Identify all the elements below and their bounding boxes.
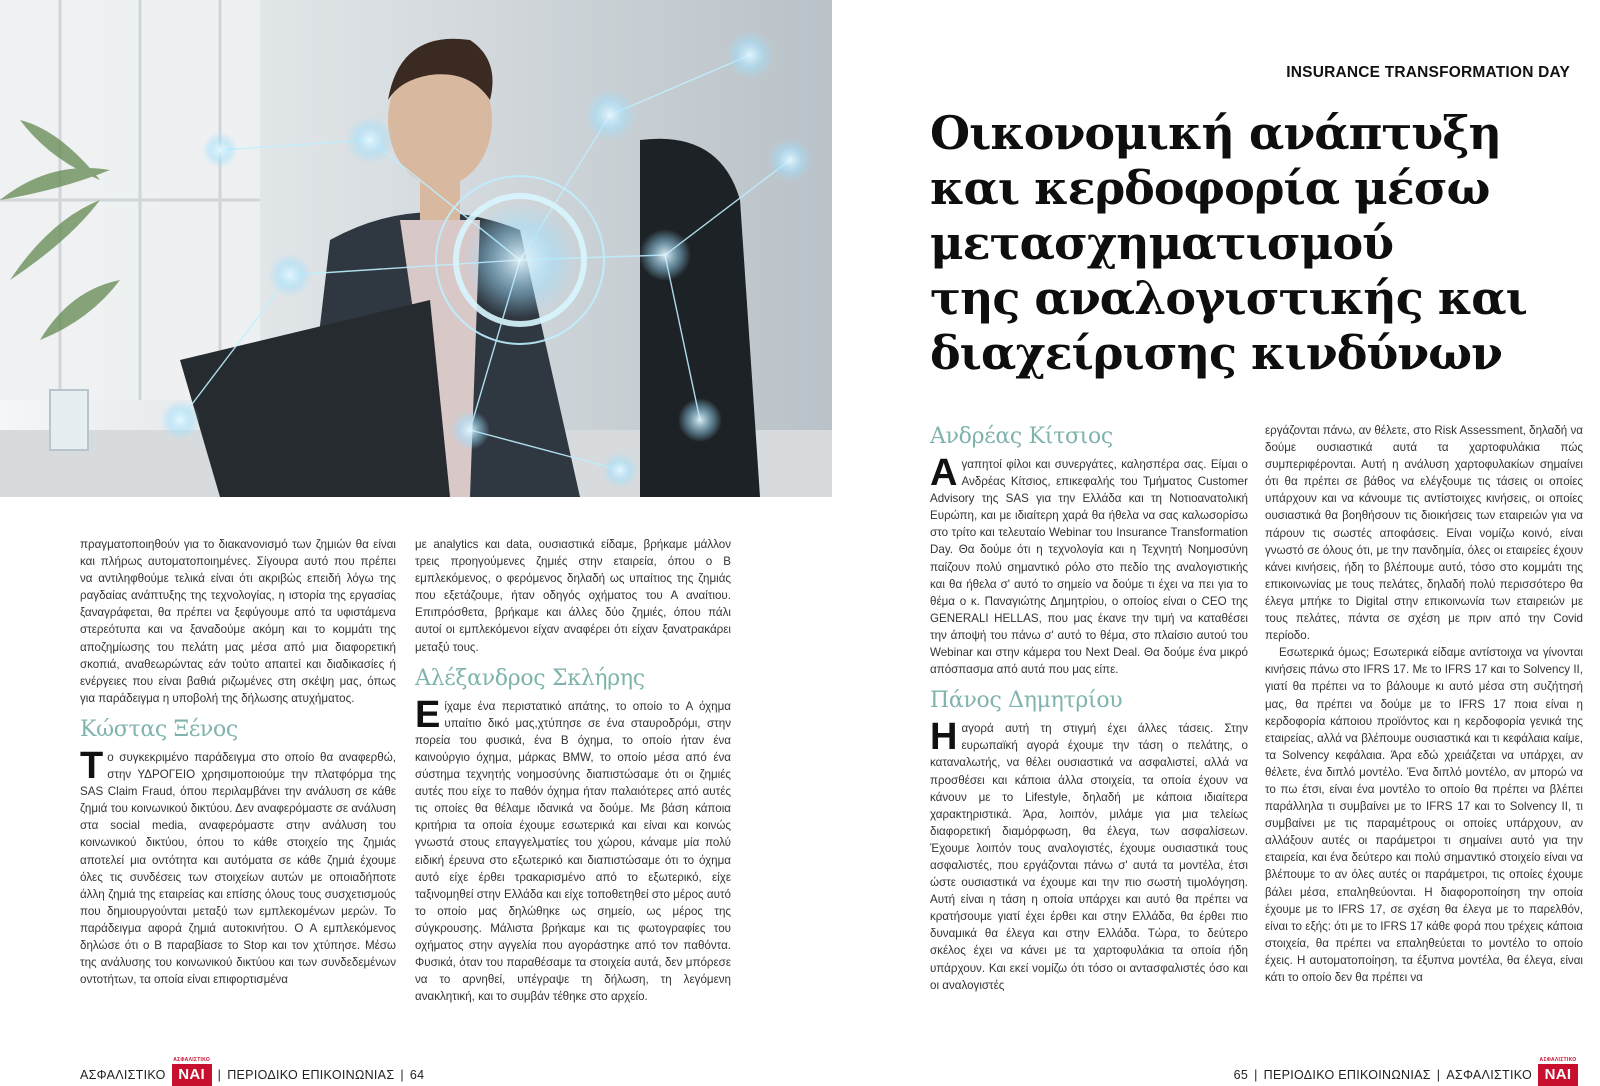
footer-separator: | — [1254, 1068, 1258, 1082]
paragraph — [930, 716, 1248, 994]
paragraph: με analytics και data, ουσιαστικά είδαμε, βρήκαμε μάλλον τρεις προηγούμενες ζημιές στην εταιρεία, όπου ο Β εμπλεκόμενος, ο φερόμενος δηλαδή ως υπαίτιος της ζημιάς που εξετάζουμε, ήταν οδηγός οχήματος του Α αναίτιου. Επιπρόσθετα, βρήκαμε και άλλες δύο ζημιές, όπου πάλι αυτοί οι εμπλεκόμενοι είχαν αναφέρει ότι είχαν ξανατρακάρει μεταξύ τους. — [415, 538, 731, 654]
paragraph: εργάζονται πάνω, αν θέλετε, στο Risk Assessment, δηλαδή να δούμε ουσιαστικά αυτά τα χαρτοφυλάκια πώς συμπεριφέρονται. Αυτή η ανάλυση χαρτοφυλακίων σημαίνει ότι θα πρέπει σε βάθος να ελέγξουμε τις τάσεις οι οποίες υπάρχουν και να κάνουμε τις αντίστοιχες κινήσεις, οι οποίες ουσιαστικά θα βοηθήσουν τις διοικήσεις των εταιρειών για να πάρουν τις σωστές αποφάσεις. Είναι νομίζω κοινό, είναι γνωστό σε όλους ότι, με την πανδημία, όλες οι εταιρείες έχουν κάνει κινήσεις, ήδη το βλέπουμε αυτό, τόσο στο κομμάτι της επικοινωνίας με τους πελάτες, δηλαδή πολύ περισσότερο θα έλεγα μπήκε το Digital στην επικοινωνία των εταιρειών με τους πελάτες, πάντα σε σχέση με πριν από την Covid περίοδο. — [1265, 424, 1583, 643]
footer-right — [1233, 1057, 1578, 1086]
footer-separator: | — [400, 1068, 404, 1082]
title-line: διαχείρισης κινδύνων — [930, 326, 1502, 380]
title-line: μετασχηματισμού — [930, 216, 1394, 270]
paragraph-body: γαπητοί φίλοι και συνεργάτες, καλησπέρα σας. Είμαι ο Ανδρέας Κίτσιος, επικεφαλής του Τμήματος Customer Advisory της SAS για την Ελλάδα και τη Νοτιοανατολική Ευρώπη, και με ιδιαίτερη χαρά θα ήθελα να σας καλωσορίσω στο τρίτο και τελευταίο Webinar του Insurance Transformation Day. Θα δούμε ότι η τεχνολογία και η Τεχνητή Νοημοσύνη παίζουν πολύ σημαντικό ρόλο στο πεδίο της αναλογιστικής και θα ήθελα σ' αυτό το σημείο να δούμε τι έχει να πει για το θέμα ο κ. Παναγιώτης Δημητρίου, ο οποίος είναι ο CEO της GENERALI HELLAS, που μας έκανε την τιμή να καταθέσει την άποψή του πάνω σ' αυτό το θέμα, στο πλαίσιο αυτού του Webinar και στην κάμερα του Next Deal. Θα δούμε ένα μικρό απόσπασμα από αυτά που μας είπε. — [930, 458, 1248, 677]
paragraph: Εσωτερικά όμως; Εσωτερικά είδαμε αντίστοιχα να γίνονται κινήσεις πάνω στο IFRS 17. Με το IFRS 17 και το Solvency II, γιατί θα πρέπει να το βάλουμε κι αυτό μέσα στη συζήτησή μας, θα πρέπει να δούμε με το IFRS 17 ποια είναι η κερδοφορία κάποιου προϊόντος και η κερδοφορία γενικά της εταιρείας, αλλά να βλέπουμε ουσιαστικά και τι κεφάλαια καίμε, τα Solvency κεφάλαια. Άρα εδώ χρειάζεται να υπάρχει, αν θέλετε, ένα διπλό μοντέλο. Ένα διπλό μοντέλο, αν μπορώ να το πω έτσι, είναι ένα μοντέλο το οποίο θα πρέπει να βλέπει παράλληλα τι συμβαίνει με το IFRS 17 και το Solvency II, τι συμβαίνει με τις παραμέτρους οι οποίες υπάρχουν, αν αλλάξουν αυτές οι παράμετροι τι σημαίνει αυτό για την εταιρεία, και ένα δεύτερο και πολύ σημαντικό στοιχείο είναι να βλέπουμε το αν όλες αυτές οι παράμετροι, τις οποίες έχουμε βάλει μέσα, επαληθεύονται. Η διαφοροποίηση την οποία έχουμε με το IFRS 17, σε σχέση θα έλεγα με το παρελθόν, είναι το εξής: ότι με το IFRS 17 κάθε φορά που τρέχεις κάποια στοιχεία, θα πρέπει να επαληθεύεται το μοντέλο το οποίο έχεις. Η αυτοματοποίηση, τα έξυπνα μοντέλα, θα έλεγα, είναι κάτι το οποίο δεν θα πρέπει να — [1265, 646, 1583, 984]
right-column-1 — [930, 422, 1248, 994]
left-column-1 — [80, 536, 396, 988]
footer-brand: ΑΣΦΑΛΙΣΤΙΚΟ — [80, 1068, 166, 1082]
section-kicker: INSURANCE TRANSFORMATION DAY — [1286, 64, 1570, 81]
footer-label: ΠΕΡΙΟΔΙΚΟ ΕΠΙΚΟΙΝΩΝΙΑΣ — [1263, 1068, 1431, 1082]
paragraph — [80, 744, 396, 988]
right-column-2 — [1265, 422, 1583, 986]
page-number: 65 — [1233, 1068, 1249, 1082]
footer-left — [80, 1057, 425, 1086]
paragraph: πραγματοποιηθούν για το διακανονισμό των ζημιών θα είναι και πλήρως αυτοματοποιημένες. Σίγουρα αυτό που πρέπει να αντιληφθούμε τελικά είναι ότι ακριβώς επειδή λόγω της ραγδαίας ανάπτυξης της τεχνολογίας, η ιστορία της εργασίας ξαναγράφεται, θα πρέπει να ξεφύγουμε από τα υφιστάμενα στερεότυπα και να ξαναδούμε ακόμη και το κομμάτι της αποζημίωσης του πελάτη μας μέσα από μια διαφορετική σκοπιά, αναθεωρώντας εάν τούτο απαιτεί και διαδικασίες ή ενέργειες που είναι βαθιά ριζωμένες στη σκέψη μας, όπως για παράδειγμα η υποβολή της δήλωσης ατυχήματος. — [80, 538, 396, 705]
speaker-heading: Πάνος Δημητρίου — [930, 688, 1123, 714]
title-line: Οικονομική ανάπτυξη — [930, 106, 1501, 160]
paragraph — [930, 452, 1248, 678]
logo-text: ΝΑΙ — [1544, 1066, 1572, 1083]
drop-cap: Α — [930, 452, 958, 494]
nai-logo — [172, 1057, 212, 1086]
paragraph-body: αγορά αυτή τη στιγμή έχει άλλες τάσεις. Στην ευρωπαϊκή αγορά έχουμε την τάση ο πελάτης, ο καταναλωτής, να θέλει ουσιαστικά να ασφαλιστεί, αλλά να προσθέσει και κάποια άλλα στοιχεία, τα οποία έχουν να κάνουν με το Lifestyle, δηλαδή με κάποια ιδιαίτερα χαρακτηριστικά. Άρα, λοιπόν, μιλάμε για μια τελείως διαφορετική διαμόρφωση, θα έλεγα, των ασφαλίσεων. Έχουμε λοιπόν τους αναλογιστές, έχουμε ουσιαστικά τους ασφαλιστές, που εργάζονται πάνω σ' αυτά τα μοντέλα, έτσι ώστε ουσιαστικά να έχουμε και την πιο σωστή τιμολόγηση. Αυτή είναι η τάση η οποία υπάρχει και αυτό θα πρέπει να κρατήσουμε γιατί έχει έρθει και στην Ελλάδα, θα έρθει πιο δυναμικά θα έλεγα και στην Ελλάδα. Τώρα, το δεύτερο σκέλος έχει να κάνει με τα χαρτοφυλάκια τα οποία ήδη υπάρχουν. Και εκεί νομίζω ότι τόσο οι αντασφαλιστές όσο και οι αναλογιστές — [930, 722, 1248, 992]
drop-cap: Η — [930, 716, 958, 759]
page-number: 64 — [409, 1068, 425, 1082]
hero-photo — [0, 0, 832, 497]
hero-illustration — [0, 0, 832, 497]
footer-brand: ΑΣΦΑΛΙΣΤΙΚΟ — [1446, 1068, 1532, 1082]
paragraph-body: ο συγκεκριμένο παράδειγμα στο οποίο θα αναφερθώ, στην ΥΔΡΟΓΕΙΟ χρησιμοποιούμε την πλατφόρμα της SAS Claim Fraud, όπου περιλαμβάνει την ανάλυση σε κάθε ζημιά του κοινωνικού δικτύου. Δεν αναφερόμαστε σε ανάλυση στα social media, αναφερόμαστε στην ανάλυση του κοινωνικού δικτύου, όπου το κάθε στοιχείο της ζημιάς αποτελεί μια οντότητα και αυτόματα σε κάθε ζημιά έχουμε όλες τις συνδέσεις των στοιχείων αυτών με οποιαδήποτε άλλη ζημιά της εταιρείας και επίσης όλους τους συσχετισμούς που δημιουργούνται μεταξύ των εμπλεκομένων μερών. Το παράδειγμα αφορά ζημιά αυτοκινήτου. Ο Α εμπλεκόμενος δηλώσε ότι ο Β παραβίασε το Stop και τον χτύπησε. Μέσω της ανάλυσης του κοινωνικού δικτύου και των συνδεδεμένων οντοτήτων, τα οποία είναι επιφορτισμένα — [80, 750, 396, 987]
footer-separator: | — [217, 1068, 222, 1082]
footer-label: ΠΕΡΙΟΔΙΚΟ ΕΠΙΚΟΙΝΩΝΙΑΣ — [227, 1068, 395, 1082]
nai-logo — [1538, 1057, 1578, 1086]
title-line: της αναλογιστικής και — [930, 271, 1527, 325]
footer-separator: | — [1436, 1068, 1441, 1082]
title-line: και κερδοφορία μέσω — [930, 161, 1490, 215]
left-column-2 — [415, 536, 731, 1005]
drop-cap: Ε — [415, 693, 441, 736]
water-glass — [50, 390, 88, 450]
paragraph-body: ίχαμε ένα περιστατικό απάτης, το οποίο το Α όχημα υπαίτιο δικό μας,χτύπησε σε ένα σταυροδρόμι, στην πορεία του φυσικά, ένα Β όχημα, το οποίο ήταν ένα καινούργιο όχημα, μάρκας BMW, το οποίο μέσα από ένα σύστημα τεχνητής νοημοσύνης διαπιστώσαμε ότι οι ζημιές αυτές που είχε το παθόν όχημα ήταν παλαιότερες από αυτές τις οποίες θα θέλαμε ιδανικά να δούμε. Με βάση κάποια κριτήρια τα οποία έχουμε εσωτερικά και είναι και κοινώς γνωστά στους επαγγελματίες του χώρου, κάναμε μία πολύ ειδική έρευνα στο εξωτερικό και διαπιστώσαμε ότι το όχημα αυτό είχε έρθει τρακαρισμένο από το εξωτερικό, είχε ταξινομηθεί στην Ελλάδα και είχε τοποθετηθεί στο μέρος αυτό το οποίο μας δηλώθηκε ως σημείο, ως μέρος της σύγκρουσης. Μάλιστα βρήκαμε και τις φωτογραφίες του οχήματος στην αγγελία που αγοράστηκε από τον παθόντα. Φυσικά, όταν του παραθέσαμε τα στοιχεία αυτά, δεν μπόρεσε να το αρνηθεί, υπέγραψε τη δήλωση, τη λεγόμενη ανακλητική, και το συμβάν τέθηκε στο αρχείο. — [415, 699, 731, 1004]
drop-cap: Τ — [80, 744, 104, 787]
logo-caption: ΑΣΦΑΛΙΣΤΙΚΟ — [1539, 1057, 1577, 1063]
logo-caption: ΑΣΦΑΛΙΣΤΙΚΟ — [173, 1057, 211, 1063]
paragraph — [415, 693, 731, 1006]
speaker-heading: Κώστας Ξένος — [80, 716, 238, 742]
speaker-heading: Αλέξανδρος Σκλήρης — [415, 665, 645, 691]
logo-text: ΝΑΙ — [178, 1066, 206, 1083]
article-title — [930, 106, 1550, 381]
speaker-heading: Ανδρέας Κίτσιος — [930, 424, 1113, 449]
